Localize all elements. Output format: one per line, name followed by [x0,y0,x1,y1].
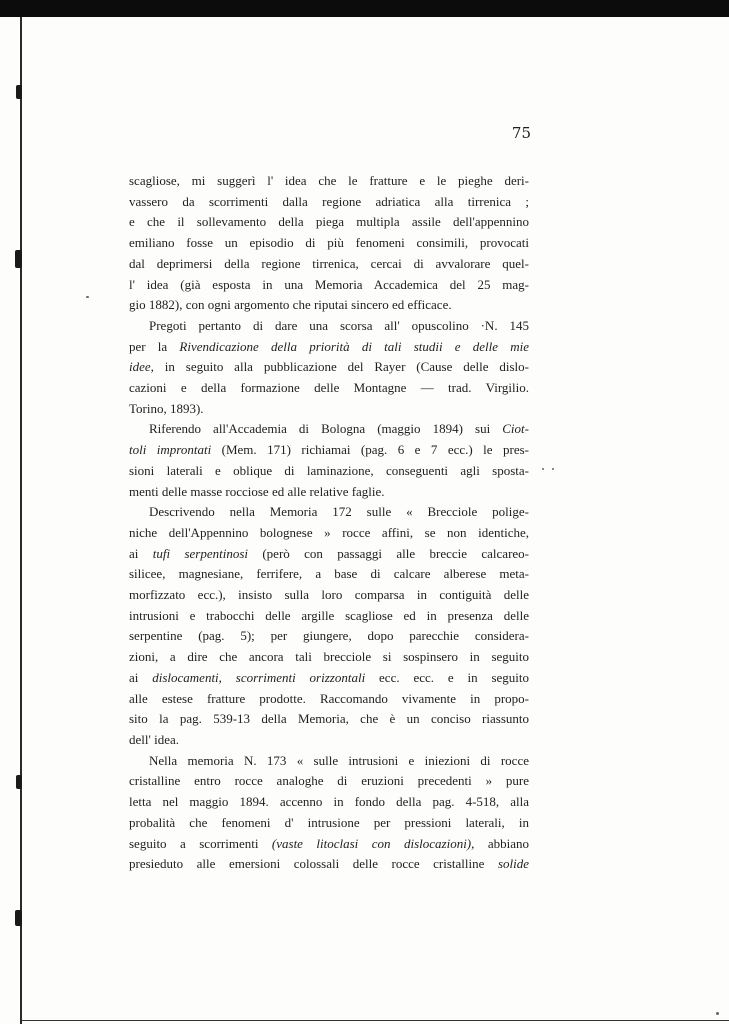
text-run: morfizzato ecc.), insisto sulla loro comparsa in contiguità delle [129,587,529,603]
text-run: abbiano [474,835,529,851]
text-run: Torino, 1893). [129,400,204,416]
text-run: Riferendo all'Accademia di Bologna (maggio 1894) sui [149,421,503,437]
text-run: Nella memoria N. 173 « sulle intrusioni e iniezioni di rocce [149,752,529,768]
text-run: silicee, magnesiane, ferrifere, a base di calcare alberese meta- [129,566,529,582]
scan-bottom-edge [22,1020,729,1021]
text-run: ecc. ecc. e in seguito [365,669,529,685]
text-line [129,192,529,213]
text-line [129,275,529,296]
scan-mark [15,910,22,926]
page-number: 75 [511,124,531,142]
italic-text: (vaste litoclasi con dislocazioni), [271,835,475,851]
text-line [129,171,529,192]
scan-mark [15,250,22,268]
text-line [129,709,529,730]
text-line [129,295,529,316]
italic-text: Ciot- [502,421,529,437]
text-run: niche dell'Appennino bolognese » rocce affini, se non identiche, [129,524,529,540]
text-line [129,792,529,813]
body-text [129,171,529,875]
text-line [129,357,529,378]
text-line [129,854,529,875]
text-line [129,668,529,689]
text-run: dal deprimersi della regione tirrenica, cercai di avvalorare quel- [129,255,529,271]
text-run: Pregoti pertanto di dare una scorsa all' opuscolino ·N. 145 [149,317,529,333]
text-line [129,544,529,565]
text-run: serpentine (pag. 5); per giungere, dopo parecchie considera- [129,628,529,644]
text-run: in seguito alla pubblicazione del Rayer (Cause delle dislo- [153,359,529,375]
text-run: (Mem. 171) richiamai (pag. 6 e 7 ecc.) le pres- [211,442,529,458]
text-run: (però con passaggi alle breccie calcareo- [248,545,530,561]
text-line [129,378,529,399]
text-line [129,502,529,523]
scan-mark [16,85,22,99]
text-run: vassero da scorrimenti dalla regione adriatica alla tirrenica ; [129,193,529,209]
text-line [129,212,529,233]
italic-text: tufi serpentinosi [152,545,248,561]
text-line [129,440,529,461]
text-run: ai [129,545,153,561]
italic-text: Rivendicazione della priorità di tali studii e delle mie [179,338,529,354]
scan-binding-edge [20,17,22,1024]
text-line [129,626,529,647]
text-run: alle estese fratture prodotte. Raccomando vivamente in propo- [129,690,529,706]
text-run: emiliano fosse un episodio di più fenomeni consimili, provocati [129,235,529,251]
text-run: seguito a scorrimenti [129,835,272,851]
text-run: e che il sollevamento della piega multipla assile dell'appennino [129,214,529,230]
text-run: cristalline entro rocce analoghe di eruzioni precedenti » pure [129,773,529,789]
italic-text: dislocamenti, scorrimenti orizzontali [152,669,366,685]
text-run: cazioni e della formazione delle Montagne — trad. Virgilio. [129,380,529,396]
text-line [129,813,529,834]
text-run: sioni laterali e oblique di laminazione, conseguenti agli sposta- [129,462,529,478]
text-line [129,482,529,503]
text-line [129,316,529,337]
scan-speck [552,468,554,470]
text-run: zioni, a dire che ancora tali brecciole si sospinsero in seguito [129,649,529,665]
text-run: probalità che fenomeni d' intrusione per pressioni laterali, in [129,814,529,830]
text-line [129,751,529,772]
scan-top-border [0,0,729,17]
scan-speck [86,296,89,298]
text-run: gio 1882), con ogni argomento che riputai sincero ed efficace. [129,297,452,313]
text-run: per la [129,338,180,354]
text-run: menti delle masse rocciose ed alle relative faglie. [129,483,385,499]
text-line [129,834,529,855]
text-run: dell' idea. [129,731,179,747]
text-line [129,254,529,275]
scan-mark [16,775,22,789]
text-line [129,419,529,440]
text-line [129,730,529,751]
text-run: Descrivendo nella Memoria 172 sulle « Brecciole polige- [149,504,529,520]
text-run: letta nel maggio 1894. accenno in fondo della pag. 4-518, alla [129,794,529,810]
italic-text: solide [497,856,529,872]
text-line [129,564,529,585]
scan-speck [542,468,544,470]
text-run: l' idea (già esposta in una Memoria Accademica del 25 mag- [129,276,529,292]
text-line [129,771,529,792]
text-line [129,585,529,606]
text-run: scagliose, mi suggerì l' idea che le fratture e le pieghe deri- [129,173,529,188]
italic-text: idee, [129,359,154,375]
text-line [129,337,529,358]
text-line [129,606,529,627]
text-line [129,523,529,544]
text-line [129,233,529,254]
text-run: sito la pag. 539-13 della Memoria, che è un conciso riassunto [129,711,529,727]
text-line [129,689,529,710]
text-line [129,647,529,668]
text-run: ai [129,669,153,685]
text-run: intrusioni e trabocchi delle argille scagliose ed in presenza delle [129,607,529,623]
text-line [129,461,529,482]
text-line [129,399,529,420]
italic-text: toli improntati [129,442,212,458]
text-run: presieduto alle emersioni colossali delle rocce cristalline [129,856,498,872]
scan-speck [716,1012,719,1015]
